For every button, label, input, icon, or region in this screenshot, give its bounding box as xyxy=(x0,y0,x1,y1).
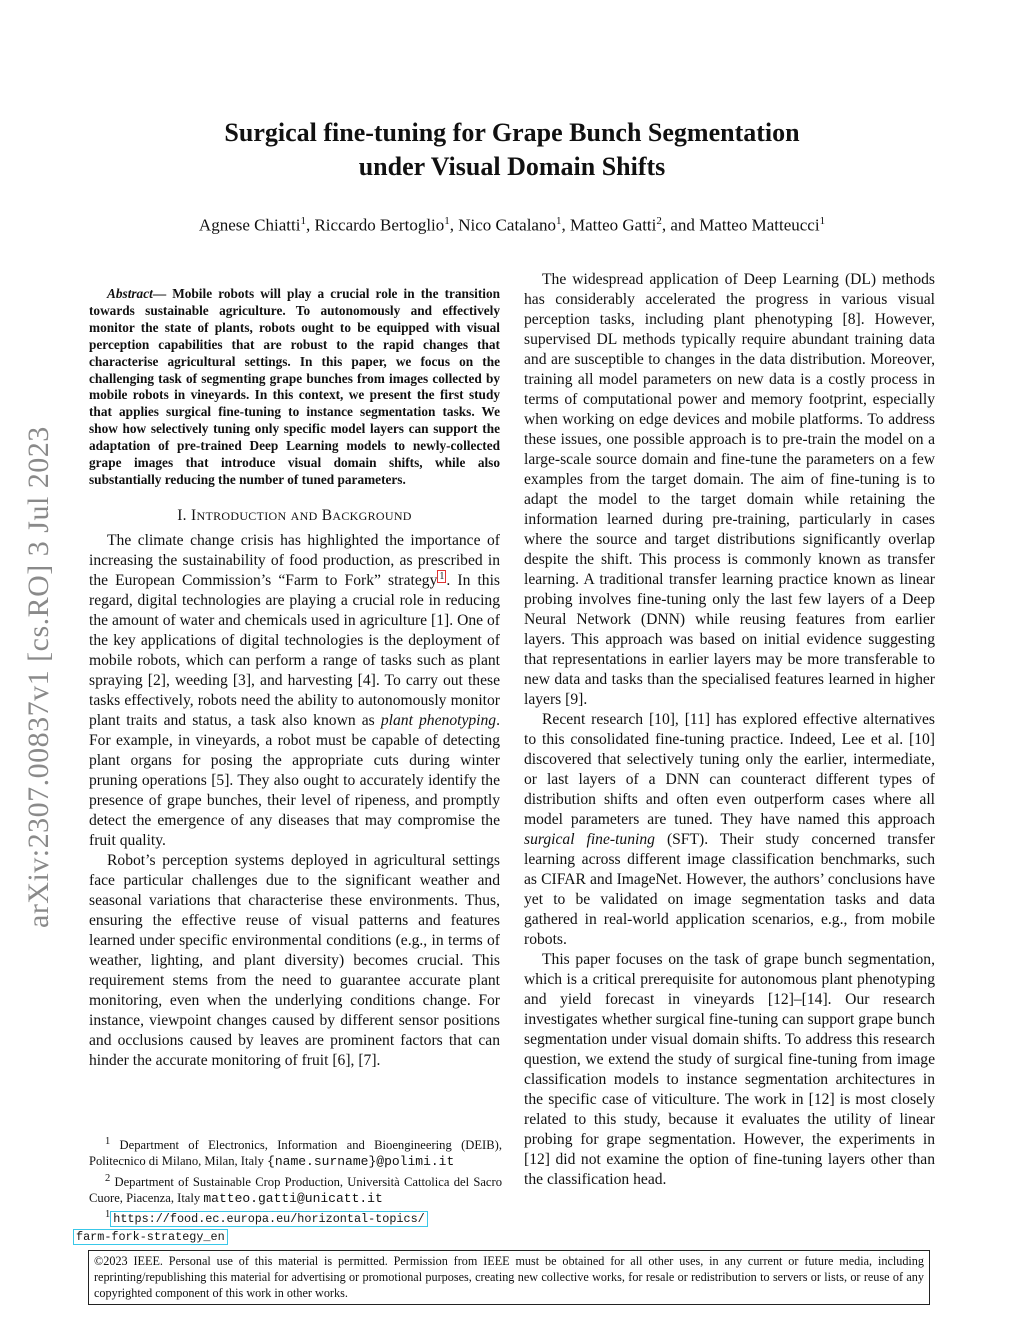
footnote-affiliation-2 xyxy=(89,1171,502,1208)
section-word-rest: ACKGROUND xyxy=(332,508,412,523)
section-word-initial: B xyxy=(321,506,333,524)
author-name: Matteo Matteucci xyxy=(699,215,820,235)
author-affiliation: 1 xyxy=(444,215,450,227)
footnotes xyxy=(76,1134,502,1245)
footnote-reference-link[interactable]: 1 xyxy=(439,570,445,582)
paragraph xyxy=(524,710,935,950)
author-list: Agnese Chiatti$^1$, Riccardo Bertoglio$^1$, Nico Catalano$^1$, Matteo Gatti$^2$, and Matteo Matteucci$^1$ xyxy=(198,215,826,235)
paragraph: This paper focuses on the task of grape bunch segmentation, which is a critical prerequisite for autonomous plant phenotyping and yield forecast in vineyards [12]–[14]. Our research investigates whether surgical fine-tuning can support grape bunch segmentation under visual domain shifts. To address this research question, we extend the study of surgical fine-tuning from image classification models to instance segmentation architectures in the specific case of viticulture. The work in [12] is most closely related to this study, because it evaluates the utility of linear probing for grape segmentation. However, the experiments in [12] did not examine the option of fine-tuning layers other than the classification head. xyxy=(524,951,935,1188)
section-word-rest: NTRODUCTION xyxy=(196,508,287,523)
title-line-2: under Visual Domain Shifts xyxy=(358,152,666,181)
author-affiliation: 1 xyxy=(819,215,826,227)
title-line-1: Surgical fine-tuning for Grape Bunch Segmentation xyxy=(224,118,800,147)
right-column xyxy=(524,270,935,1190)
author-name: Matteo Gatti xyxy=(569,215,657,235)
footnote-affiliation-1 xyxy=(89,1134,502,1171)
abstract-label: Abstract xyxy=(107,286,153,301)
url-link[interactable]: farm-fork-strategy_en xyxy=(73,1229,228,1245)
email-address: {name.surname}@polimi.it xyxy=(267,1154,455,1170)
footnote-text: Department of Electronics, Information and Bioengineering (DEIB), Politecnico di Milano, Milan, Italy xyxy=(89,1138,502,1169)
footnote-number: 1 xyxy=(105,1136,111,1147)
section-word-initial: I xyxy=(191,506,197,524)
author-name: Riccardo Bertoglio xyxy=(314,215,445,235)
emphasis-text: plant phenotyping xyxy=(380,711,497,729)
author-affiliation: 2 xyxy=(656,215,662,227)
section-heading-introduction xyxy=(89,506,500,526)
emphasis-text: surgical fine-tuning xyxy=(524,831,655,848)
paragraph: The widespread application of Deep Learning (DL) methods has considerably accelerated the progress in various visual perception tasks, including plant phenotyping [8]. However, supervised DL methods typically require abundant training data and are susceptible to changes in the data distribution. Moreover, training all model parameters on new data is a costly process in terms of computational power and memory footprint, especially when working on edge devices and mobile platforms. To address these issues, one possible approach is to pre-train the model on a large-scale source domain and fine-tune the parameters on a few examples from the target domain. The aim of fine-tuning is to adapt the model to the target domain while retaining the information learned during pre-training, particularly in cases where the source and target distributions significantly overlap despite the shift. This process is commonly known as transfer learning. A traditional transfer learning practice known as linear probing involves fine-tuning only the last few layers of a Deep Neural Network (DNN) while reusing features from earlier layers. This approach was based on initial evidence suggesting that representations in earlier layers may be more transferable to new data and tasks than the specialised features learned in higher layers [9]. xyxy=(524,271,935,708)
url-link[interactable]: https://food.ec.europa.eu/horizontal-topics/ xyxy=(110,1211,428,1227)
author-affiliation: 1 xyxy=(555,215,562,227)
paragraph-text: Recent research [10], [11] has explored effective alternatives to this consolidated fine-tuning practice. Indeed, Lee et al. [10] discovered that selectively tuning only the earlier, intermediate, or last layers of a DNN can counteract different types of distribution shifts and often even outperform cases where all model parameters are tuned. They have named this approach xyxy=(524,711,935,828)
abstract-text: — Mobile robots will play a crucial role in the transition towards sustainable agriculture. To autonomously and effectively monitor the state of plants, robots ought to be equipped with visual perception capabilities that are robust to the rapid changes that characterise agricultural settings. In this paper, we focus on the challenging task of segmenting grape bunches from images collected by mobile robots in vineyards. In this context, we present the first study that applies surgical fine-tuning to instance segmentation tasks. We show how selectively tuning only specific model layers can support the adaptation of pre-trained Deep Learning models to newly-collected grape images that introduce visual domain shifts, while also substantially reducing the number of tuned parameters. xyxy=(89,286,500,487)
paragraph-text: . For example, in vineyards, a robot must be capable of detecting plant organs for posing the appropriate cuts during winter pruning operations [5]. They also ought to accurately identify the presence of grape bunches, their level of ripeness, and promptly detect the emergence of any diseases that may compromise the fruit quality. xyxy=(89,711,500,849)
paragraph: Robot’s perception systems deployed in agricultural settings face particular challenges due to the significant weather and seasonal variations that characterise these environments. Thus, ensuring the effective reuse of visual patterns and features learned under specific environmental conditions (e.g., in terms of weather, lighting, and plant diversity) becomes crucial. This requirement stems from the need to guarantee accurate plant monitoring, even when the underlying conditions change. For instance, viewpoint changes caused by different sensor positions and occlusions caused by leaves are prominent factors that can hinder the accurate monitoring of fruit [6], [7]. xyxy=(89,851,500,1069)
author-affiliation: 1 xyxy=(300,215,306,227)
arxiv-identifier: arXiv:2307.00837v1 [cs.RO] 3 Jul 2023 xyxy=(22,426,55,928)
abstract xyxy=(89,286,500,489)
paragraph-text: (SFT). Their study concerned transfer learning across different image classification benchmarks, such as CIFAR and ImageNet. However, the authors’ conclusions have yet to be validated on image segmentation tasks and data gathered in real-world application scenarios, e.g., from mobile robots. xyxy=(524,831,935,948)
section-number: I. xyxy=(177,506,192,524)
copyright-notice: ©2023 IEEE. Personal use of this material is permitted. Permission from IEEE must be obtained for all other uses, in any current or future media, including reprinting/republishing this material for advertising or promotional purposes, creating new collective works, for resale or redistribution to servers or lists, or reuse of any copyrighted component of this work in other works. xyxy=(88,1250,930,1305)
footnote-text: Department of Sustainable Crop Production, Università Cattolica del Sacro Cuore, Piacenza, Italy xyxy=(89,1174,502,1205)
footnote-number: 2 xyxy=(105,1172,111,1184)
left-column xyxy=(89,286,500,1071)
paper-title xyxy=(120,116,904,184)
author-name: Agnese Chiatti xyxy=(198,215,301,235)
paragraph-text: The climate change crisis has highlighted the importance of increasing the sustainability of food production, as prescribed in the European Commission’s “Farm to Fork” strategy xyxy=(89,531,500,589)
paragraph xyxy=(89,531,500,851)
paragraph-text: . In this regard, digital technologies are playing a crucial role in reducing the amount of water and chemicals used in agriculture [1]. One of the key applications of digital technologies is the deployment of mobile robots, which can perform a range of tasks such as plant spraying [2], weeding [3], and harvesting [4]. To carry out these tasks effectively, robots need the ability to autonomously monitor plant traits and status, a task also known as xyxy=(89,571,500,729)
author-name: Nico Catalano xyxy=(458,215,556,235)
email-address: matteo.gatti@unicatt.it xyxy=(203,1190,383,1206)
footnote-url xyxy=(76,1207,502,1245)
footnote-number: 1 xyxy=(105,1209,111,1221)
section-conjunction: AND xyxy=(290,508,318,523)
